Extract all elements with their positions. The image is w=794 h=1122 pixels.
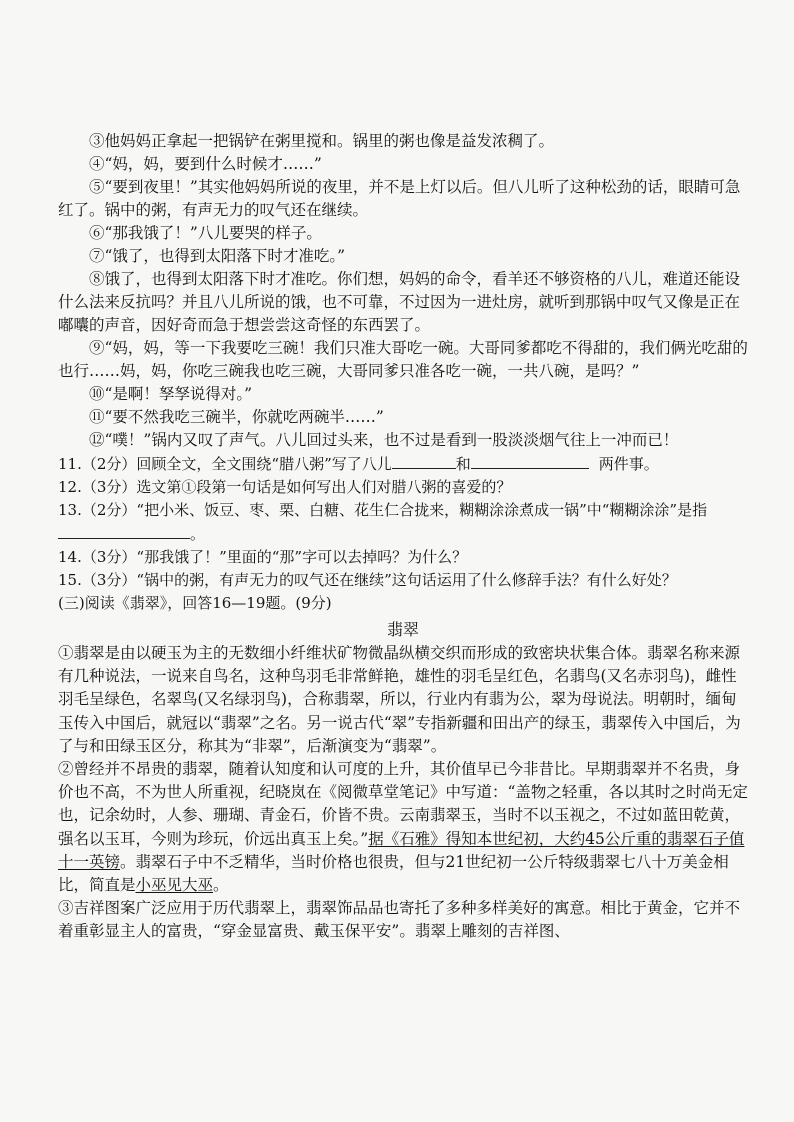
question-15: 15.（3分）“锅中的粥，有声无力的叹气还在继续”这句话运用了什么修辞手法？有什么好处？ bbox=[58, 571, 677, 589]
answer-blank-11a[interactable] bbox=[392, 452, 456, 469]
passage-paragraph-3: ③吉祥图案广泛应用于历代翡翠上，翡翠饰品品也寄托了多种多样美好的寓意。相比于黄金，它并不着重彰显主人的富贵，“穿金显富贵、戴玉保平安”。翡翠上雕刻的吉祥图、 bbox=[58, 899, 741, 941]
question-13 bbox=[58, 499, 748, 546]
answer-blank-11b[interactable] bbox=[471, 452, 589, 469]
story-paragraph-9: ⑨“妈，妈，等一下我要吃三碗！我们只准大哥吃一碗。大哥同爹都吃不得甜的，我们俩光吃甜的也行……妈，妈，你吃三碗我也吃三碗，大哥同爹只准各吃一碗，一共八碗，是吗？” bbox=[58, 339, 748, 380]
question-12: 12.（3分）选文第①段第一句话是如何写出人们对腊八粥的喜爱的？ bbox=[58, 478, 512, 496]
story-paragraph-5: ⑤“要到夜里！”其实他妈妈所说的夜里，并不是上灯以后。但八儿听了这种松劲的话，眼睛可急红了。锅中的粥，有声无力的叹气还在继续。 bbox=[58, 178, 741, 219]
underlined-sentence: 据《石雅》得知本世纪初，大约45公斤重的翡翠石子值十一英镑 bbox=[58, 829, 745, 871]
passage-paragraph-1: ①翡翠是由以硬玉为主的无数细小纤维状矿物微晶纵横交织而形成的致密块状集合体。翡翠名称来源有几种说法，一说来自鸟名，这种鸟羽毛非常鲜艳，雄性的羽毛呈红色，名翡鸟(又名赤羽鸟)，雌性羽毛呈绿色，名翠鸟(又名绿羽鸟)，合称翡翠，所以，行业内有翡为公，翠为母说法。明朝时，缅甸玉传入中国后，就冠以“翡翠”之名。另一说古代“翠”专指新疆和田出产的绿玉，翡翠传入中国后，为了与和田绿玉区分，称其为“非翠”，后渐演变为“翡翠”。 bbox=[58, 644, 741, 755]
passage-paragraph-2 bbox=[58, 758, 748, 897]
question-14: 14.（3分）“那我饿了！”里面的“那”字可以去掉吗？为什么？ bbox=[58, 548, 468, 566]
story-paragraph-12: ⑫“噗！”锅内又叹了声气。八儿回过头来，也不过是看到一股淡淡烟气往上一冲而已！ bbox=[89, 431, 679, 449]
story-paragraph-3: ③他妈妈正拿起一把锅铲在粥里搅和。锅里的粥也像是益发浓稠了。 bbox=[89, 132, 555, 150]
answer-blank-13[interactable] bbox=[58, 522, 190, 539]
story-paragraph-8: ⑧饿了，也得到太阳落下时才准吃。你们想，妈妈的命令，看羊还不够资格的八儿，难道还能设什么法来反抗吗？并且八儿所说的饿，也不可靠，不过因为一进灶房，就听到那锅中叹气又像是正在嘟囔的声音，因好奇而急于想尝尝这奇怪的东西罢了。 bbox=[58, 270, 741, 334]
question-11-text-b: 和 bbox=[455, 455, 471, 473]
passage-paragraph-2-text-a: ②曾经并不昂贵的翡翠，随着认知度和认可度的上升，其价值早已今非昔比。早期翡翠并不名贵，身价也不高，不为世人所重视，纪晓岚在《阅微草堂笔记》中写道：“盖物之轻重，各以其时之时尚无定也，记余幼时，人参、珊瑚、青金石，价皆不贵。云南翡翠玉，当时不以玉视之，不过如蓝田乾黄，强名以玉耳，今则为珍玩，价远出真玉上矣。” bbox=[58, 760, 748, 848]
story-paragraph-4: ④“妈，妈，要到什么时候才……” bbox=[89, 155, 322, 173]
story-paragraph-10: ⑩“是啊！孥孥说得对。” bbox=[89, 385, 253, 403]
passage-paragraph-2-end: 。 bbox=[213, 876, 229, 895]
question-11-text-c: 两件事。 bbox=[598, 455, 659, 473]
section-3-header: (三)阅读《翡翠》，回答16—19题。(9分) bbox=[58, 594, 332, 612]
story-paragraph-7: ⑦“饿了，也得到太阳落下时才准吃。” bbox=[89, 247, 346, 265]
story-paragraph-6: ⑥“那我饿了！”八儿要哭的样子。 bbox=[89, 224, 322, 242]
question-11 bbox=[58, 452, 748, 476]
story-paragraph-11: ⑪“要不然我吃三碗半，你就吃两碗半……” bbox=[89, 408, 384, 426]
question-11-text-a: 11.（2分）回顾全文，全文围绕“腊八粥”写了八儿 bbox=[58, 455, 392, 473]
passage-title: 翡翠 bbox=[386, 620, 419, 639]
passage-paragraph-2-text-b: 。翡翠石子中不乏精华，当时价格也很贵，但与21世纪初一公斤特级翡翠七八十万美金相比，简直是 bbox=[58, 852, 729, 895]
exam-page bbox=[58, 130, 748, 944]
underlined-idiom: 小巫见大巫 bbox=[135, 876, 214, 895]
question-13-end: 。 bbox=[190, 525, 206, 543]
question-13-text: 13.（2分）“把小米、饭豆、枣、栗、白糖、花生仁合拢来，糊糊涂涂煮成一锅”中“糊糊涂涂”是指 bbox=[58, 501, 708, 519]
